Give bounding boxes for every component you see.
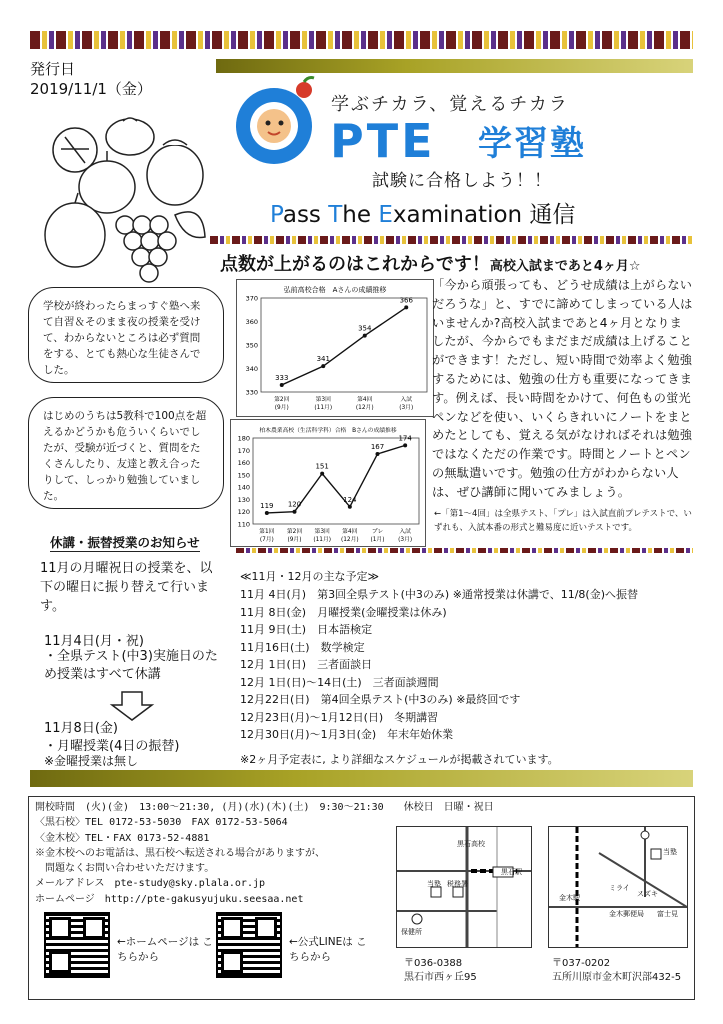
y-tick-label: 350 [245,341,258,350]
map1-label: 保健所 [401,928,422,936]
article-body: 「今から頑張っても、どうせ成績は上がらないだろうな」と、すでに諦めてしまっている人はいませんか?高校入試まであと4ヶ月となりましたが、今からでもまだまだ成績は上げることができます！ただし、短い時間で効率よく勉強するためには、勉強の仕方も重要になってきます。例えば、長い時間をかけて、何色もの蛍光ペンなどを使い、いくらきれいにノートをまとめたとしても、覚える気がなければそれは勉強ではなくただの作業です。時間とノートとペンの無駄遣いです。勉強の仕方がわからない人は、ぜひ講師に聞いてみましょう。 [432,278,693,499]
data-point [321,364,325,368]
chart-title: 弘前高校合格 Aさんの成績推移 [283,286,387,294]
y-tick-label: 170 [237,446,250,455]
brand-name: PTE [330,114,436,168]
map1-label: 当塾 [427,880,441,888]
data-label: 167 [370,442,385,451]
x-tick-label: 第2回 [286,529,303,535]
chart-a [237,280,433,416]
x-tick-label: 第2回 [274,397,290,403]
top-decor-band [30,31,693,49]
data-point [348,505,352,509]
homepage-url[interactable]: ホームページ http://pte-gakusyujuku.seesaa.net [35,893,304,905]
data-point [320,472,324,476]
issue-label: 発行日 [30,60,76,78]
kuroishi-contact[interactable]: 〈黒石校〉TEL 0172-53-5030 FAX 0172-53-5064 [35,817,288,829]
schedule-item: 12月 1日(日) 三者面談日 [240,658,373,671]
brand-school: 学習塾 [478,124,586,164]
y-tick-label: 130 [237,495,250,504]
data-point [404,305,408,309]
y-tick-label: 340 [245,365,258,373]
series-line [282,307,407,385]
data-label: 341 [316,355,330,364]
y-tick-label: 150 [237,471,250,480]
newsletter-title-tsushin: 通信 [522,202,576,228]
newsletter-title [270,196,575,229]
schedule-item: 11月 8日(金) 月曜授業(金曜授業は休み) [240,605,447,619]
x-tick-label: 第1回 [259,529,275,535]
data-label: 366 [399,296,413,305]
kanagi-address: 五所川原市金木町沢部432-5 [552,972,682,983]
schedule-item: 12月23日(月)～1月12日(日) 冬期講習 [240,710,439,724]
schedule-note: ※2ヶ月予定表に, より詳細なスケジュールが掲載されています。 [240,753,559,766]
data-label: 151 [315,462,329,471]
kanagi-zip: 〒037-0202 [552,958,611,969]
opening-hours: 開校時間 (火)(金) 13:00～21:30, (月)(水)(木)(土) 9:30～21:30 休校日 日曜・祝日 [35,802,494,813]
y-tick-label: 110 [237,520,250,529]
plot-area [253,438,419,524]
notice-intro: 11月の月曜祝日の授業を、以下の曜日に振り替えて行います。 [40,561,213,614]
article-note: ←「第1～4回」は全県テスト、「プレ」は入試直前プレテストで、いずれも、入試本番の形式と難易度に近いテストです。 [434,509,692,533]
x-tick-label: (12月) [340,537,359,543]
line-qr-code[interactable] [216,912,282,978]
data-point [403,443,407,447]
data-label: 120 [287,500,302,509]
x-tick-label: (11月) [313,537,332,543]
chart-b [231,420,425,546]
data-label: 354 [358,324,372,333]
x-tick-label: (3月) [399,405,414,411]
line-qr-label: ←公式LINEは こちらから [289,936,367,963]
y-tick-label: 180 [237,434,250,443]
notice-day2-title: 11月8日(金) [44,721,118,736]
kuroishi-map[interactable] [396,826,532,948]
schedule-item: 12月30日(月)～1月3日(金) 年末年始休業 [240,728,454,741]
data-point [376,452,380,456]
x-tick-label: (9月) [274,405,289,411]
speech-bubble-a: 学校が終わったらまっすぐ塾へ来て自習＆そのまま夜の授業を受けて、わからないところは必ず質問をする、とても熱心な生徒さんでした。 [28,287,224,383]
map2-label: ミライ [609,884,630,892]
email-address[interactable]: メールアドレス pte-study@sky.plala.or.jp [35,878,266,890]
brand-slogan: 試験に合格しよう！！ [372,171,552,191]
data-point [293,510,297,514]
newsletter-title-e: E [378,202,393,228]
mid-decor-band [210,236,693,244]
x-tick-label: 第3回 [314,529,330,535]
y-tick-label: 360 [245,318,258,326]
speech-bubble-b: はじめのうちは5教科で100点を超えるかどうかも危ういくらいでしたが、受験が近づくと、質問をたくさんしたり、友達と教え合ったりして、しっかり勉強していました。 [28,397,224,509]
data-label: 333 [275,373,289,382]
notice-day2-note: ※金曜授業は無し [44,754,139,768]
homepage-qr-code[interactable] [44,912,110,978]
x-tick-label: プレ [371,529,384,535]
notice-day2-body: ・月曜授業(4日の振替) [44,739,180,754]
notice-day1-title: 11月4日(月・祝) [44,634,144,649]
x-tick-label: (9月) [287,537,302,543]
x-tick-label: 第4回 [357,397,373,403]
x-tick-label: (1月) [370,537,385,543]
schedule-title: ≪11月・12月の主な予定≫ [240,570,380,583]
kanagi-map[interactable] [548,826,688,948]
x-tick-label: 第3回 [315,397,331,403]
issue-date: 2019/11/1（金） [30,80,152,98]
y-tick-label: 140 [237,483,250,492]
y-tick-label: 370 [245,294,258,303]
y-tick-label: 160 [237,459,250,468]
brand-tagline: 学ぶチカラ、覚えるチカラ [331,94,569,115]
data-point [280,383,284,387]
forward-note-1: ※金木校へのお電話は、黒石校へ転送される場合がありますが、 [35,847,325,859]
x-tick-label: (3月) [398,537,413,543]
map2-label: 富士見 [657,910,678,918]
x-tick-label: 入試 [399,529,411,535]
kuroishi-address: 黒石市西ヶ丘95 [404,972,477,983]
x-tick-label: 第4回 [342,529,358,535]
schedule-item: 11月 4日(月) 第3回全県テスト(中3のみ) ※通常授業は休講で、11/8(金)へ振替 [240,588,638,601]
map2-label: 金木駅 [559,894,580,902]
data-point [265,511,269,515]
schedule-item: 11月 9日(土) 日本語検定 [240,623,373,636]
newsletter-title-p: P [270,202,283,228]
schedule-item: 11月16日(土) 数学検定 [240,640,365,654]
y-tick-label: 330 [245,388,258,397]
newsletter-title-xamination: xamination [392,202,523,228]
x-tick-label: (11月) [314,405,333,411]
kanagi-contact[interactable]: 〈金木校〉TEL・FAX 0173-52-4881 [35,832,210,844]
map2-label: 金木郵便局 [609,910,644,918]
homepage-qr-label: ←ホームページは こちらから [117,936,213,963]
chart-a-frame [236,279,434,417]
headline [220,250,641,276]
map2-label: スズキ [637,890,658,898]
x-tick-label: 入試 [400,397,413,403]
map1-label: 税務署 [447,880,468,888]
newsletter-title-he: he [342,202,379,228]
data-label: 124 [343,495,357,504]
kuroishi-zip: 〒036-0388 [404,958,463,969]
map1-label: 黒石駅 [501,868,522,876]
headline-sub: 高校入試まであと4ヶ月☆ [489,259,641,274]
headline-main: 点数が上がるのはこれからです！ [220,254,490,275]
x-tick-label: (12月) [355,405,374,411]
y-tick-label: 120 [237,508,250,517]
newsletter-title-t: T [328,202,343,228]
notice-day1-body: ・全県テスト(中3)実施日のため授業はすべて休講 [44,649,218,682]
x-tick-label: (7月) [259,537,274,543]
mascot-logo-icon [226,70,326,170]
schedule-item: 12月 1日(日)～14日(土) 三者面談週間 [240,675,439,689]
schedule-item: 12月22日(日) 第4回全県テスト(中3のみ) ※最終回です [240,693,521,706]
map1-label: 黒石高校 [457,840,485,848]
footer-olive-bar [30,770,693,787]
data-label: 119 [260,501,274,510]
fruit-illustration-icon [35,115,210,295]
chart-title: 柏木農業高校（生活科学科）合格 Bさんの成績推移 [259,428,397,434]
map2-label: 当塾 [663,848,677,856]
forward-note-2: 問題なくお問い合わせいただけます。 [35,863,215,875]
newsletter-title-ass: ass [282,202,329,228]
data-label: 174 [398,434,412,443]
schedule-decor-band [236,548,693,553]
schedule-list [240,586,638,744]
chart-b-frame [230,419,426,547]
notice-title: 休講・振替授業のお知らせ [50,535,200,550]
data-point [363,334,367,338]
